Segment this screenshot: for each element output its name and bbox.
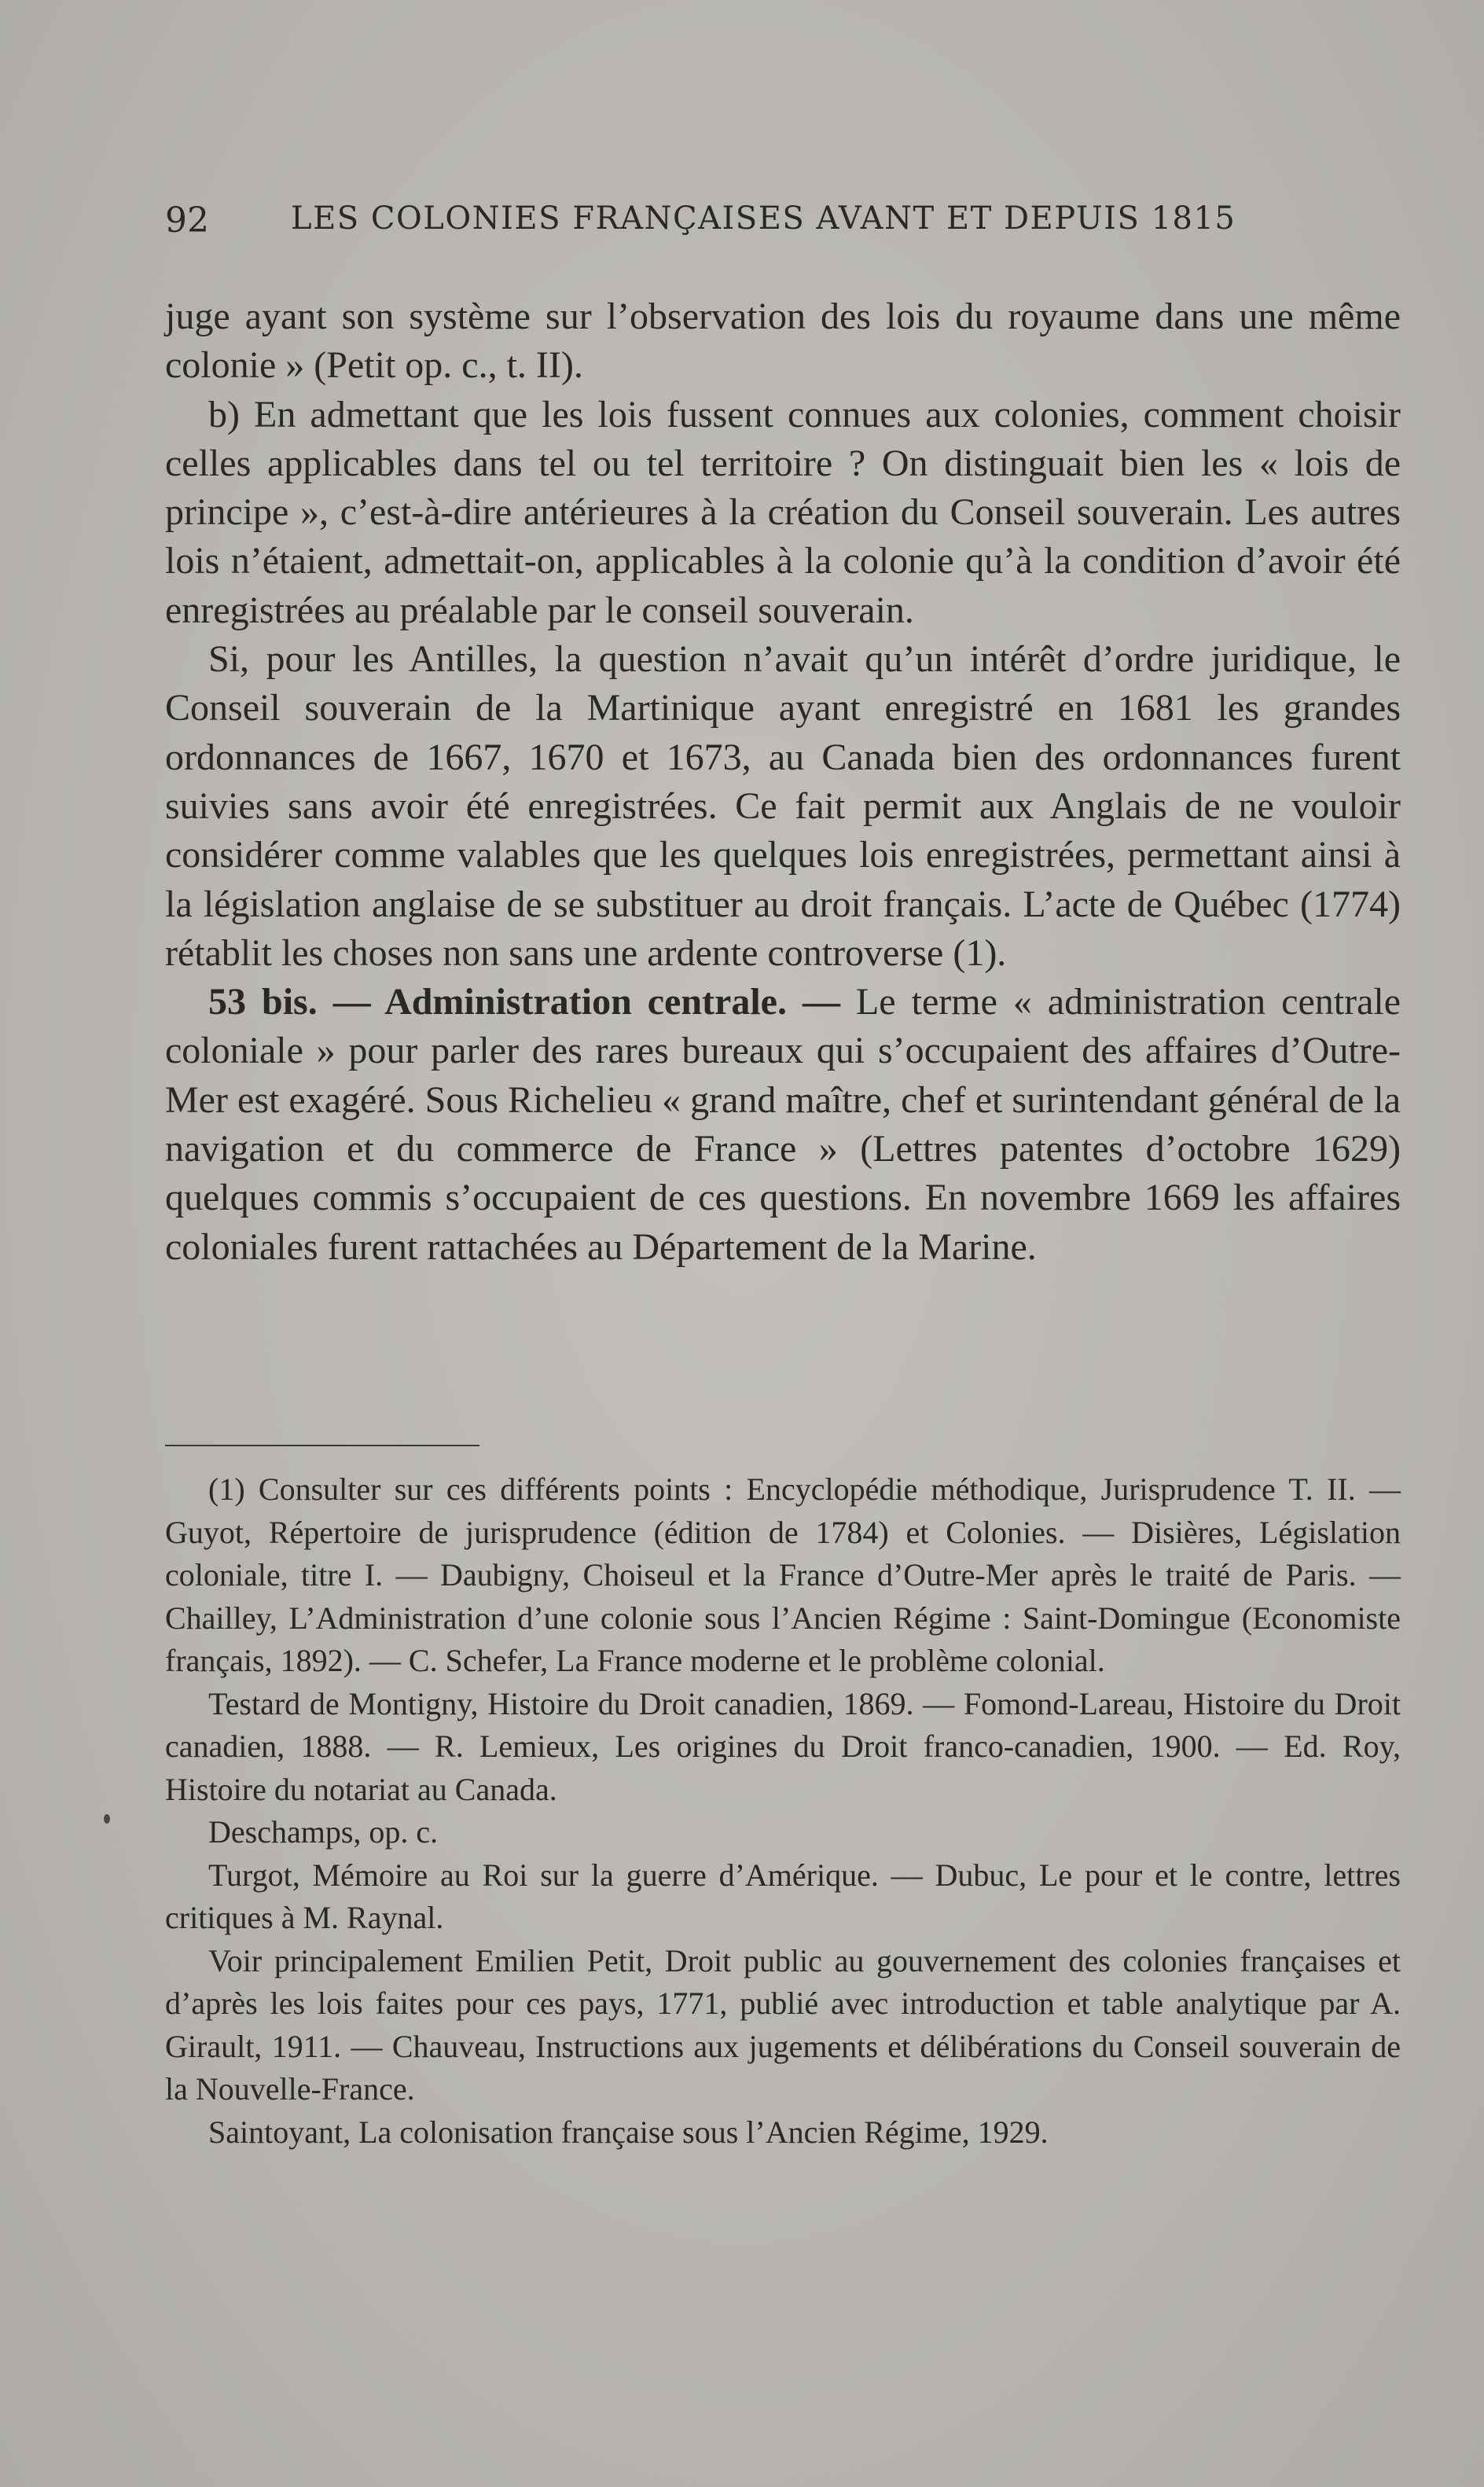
paragraph-antilles: Si, pour les Antilles, la question n’avait qu’un intérêt d’ordre juridique, le Conseil souverain de la Martinique ayant enregistré en 1681 les grandes ordonnances de 1667, 1670 et 1673, au Canada bien des ordonnances furent suivies sans avoir été enregistrées. Ce fait permit aux Anglais de ne vouloir considérer comme valables que les quelques lois enregistrées, permettant ainsi à la législation anglaise de se substituer au droit français. L’acte de Québec (1774) rétablit les choses non sans une ardente controverse (1). xyxy=(165,638,1401,974)
footnotes xyxy=(165,1468,1401,2154)
footnote-petit: Voir principalement Emilien Petit, Droit public au gouvernement des colonies françaises et d’après les lois faites pour ces pays, 1771, publié avec introduction et table analytique par A. Girault, 1911. — Chauveau, Instructions aux jugements et délibérations du Conseil souverain de la Nouvelle-France. xyxy=(165,1942,1401,2107)
footnote-canada: Testard de Montigny, Histoire du Droit canadien, 1869. — Fomond-Lareau, Histoire du Droit canadien, 1888. — R. Lemieux, Les origines du Droit franco-canadien, 1900. — Ed. Roy, Histoire du notariat au Canada. xyxy=(165,1685,1401,1807)
footnote-turgot: Turgot, Mémoire au Roi sur la guerre d’Amérique. — Dubuc, Le pour et le contre, lettres critiques à M. Raynal. xyxy=(165,1857,1401,1935)
paragraph-section-53bis xyxy=(165,978,1401,1272)
running-title: LES COLONIES FRANÇAISES AVANT ET DEPUIS 1815 xyxy=(291,200,1236,237)
footnote-divider xyxy=(165,1445,479,1446)
footnote-1: (1) Consulter sur ces différents points : Encyclopédie méthodique, Jurisprudence T. II. — Guyot, Répertoire de jurisprudence (édition de 1784) et Colonies. — Disières, Législation coloniale, titre I. — Daubigny, Choiseul et la France d’Outre-Mer après le traité de Paris. — Chailley, L’Administration d’une colonie sous l’Ancien Régime : Saint-Domingue (Economiste français, 1892). — C. Schefer, La France moderne et le problème colonial. xyxy=(165,1471,1401,1678)
footnote-deschamps: Deschamps, op. c. xyxy=(208,1814,439,1850)
page-number: 92 xyxy=(165,200,209,241)
paragraph-continuation: juge ayant son système sur l’observation des lois du royaume dans une même colonie » (Petit op. c., t. II). xyxy=(165,296,1401,387)
main-text xyxy=(165,292,1401,1272)
page-header xyxy=(165,200,1328,248)
section-number: 53 bis. xyxy=(208,981,318,1023)
margin-mark xyxy=(104,1814,110,1824)
paragraph-b: b) En admettant que les lois fussent connues aux colonies, comment choisir celles applicables dans tel ou tel territoire ? On distinguait bien les « lois de principe », c’est-à-dire antérieures à la création du Conseil souverain. Les autres lois n’étaient, admettait-on, applicables à la colonie qu’à la condition d’avoir été enregistrées au préalable par le conseil souverain. xyxy=(165,393,1401,631)
footnote-saintoyant: Saintoyant, La colonisation française sous l’Ancien Régime, 1929. xyxy=(208,2114,1049,2150)
section-heading: — Administration centrale. — xyxy=(332,981,840,1023)
section-text: Le terme « administration centrale coloniale » pour parler des rares bureaux qui s’occupaient des affaires d’Outre-Mer est exagéré. Sous Richelieu « grand maître, chef et surintendant général de la navigation et du commerce de France » (Lettres patentes d’octobre 1629) quelques commis s’occupaient de ces questions. En novembre 1669 les affaires coloniales furent rattachées au Département de la Marine. xyxy=(165,981,1401,1268)
